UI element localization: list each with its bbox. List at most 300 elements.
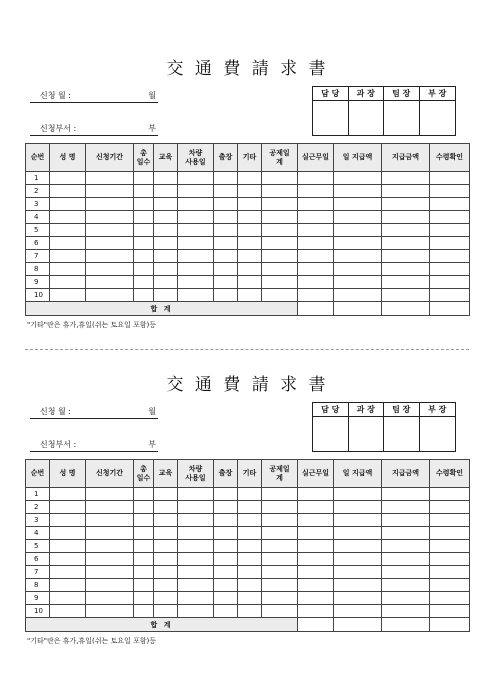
entry-cell[interactable] bbox=[134, 250, 154, 263]
entry-cell[interactable] bbox=[154, 501, 178, 514]
form-bottom bbox=[0, 316, 495, 646]
entry-cell[interactable] bbox=[334, 185, 382, 198]
entry-cell[interactable] bbox=[86, 605, 134, 618]
entry-cell[interactable] bbox=[298, 276, 334, 289]
entry-cell[interactable] bbox=[214, 172, 238, 185]
entry-cell[interactable] bbox=[86, 198, 134, 211]
column-header: 총 일수 bbox=[134, 144, 154, 172]
entry-cell[interactable] bbox=[298, 198, 334, 211]
entry-cell[interactable] bbox=[214, 527, 238, 540]
entry-cell[interactable] bbox=[334, 302, 382, 316]
entry-cell[interactable] bbox=[214, 501, 238, 514]
entry-cell[interactable] bbox=[262, 592, 298, 605]
department-label: 신청부서 : bbox=[40, 440, 77, 449]
entry-cell[interactable] bbox=[334, 592, 382, 605]
column-header: 지급금액 bbox=[382, 144, 430, 172]
entry-cell[interactable] bbox=[50, 540, 86, 553]
entry-cell[interactable] bbox=[50, 185, 86, 198]
entry-cell[interactable] bbox=[382, 263, 430, 276]
approval-sign-box[interactable] bbox=[384, 101, 420, 135]
approval-sign-box[interactable] bbox=[349, 417, 385, 451]
entry-cell[interactable] bbox=[154, 185, 178, 198]
apply-month-unit: 월 bbox=[148, 91, 156, 100]
entry-cell[interactable] bbox=[134, 501, 154, 514]
entry-cell[interactable] bbox=[50, 527, 86, 540]
entry-cell[interactable] bbox=[214, 579, 238, 592]
department-field[interactable] bbox=[30, 437, 158, 452]
entry-cell[interactable] bbox=[154, 198, 178, 211]
entry-cell[interactable] bbox=[382, 237, 430, 250]
entry-cell[interactable] bbox=[134, 566, 154, 579]
approval-header: 과 장 bbox=[349, 87, 385, 101]
entry-cell[interactable] bbox=[298, 540, 334, 553]
column-header: 일 지급액 bbox=[334, 144, 382, 172]
entry-cell[interactable] bbox=[334, 566, 382, 579]
entry-cell[interactable] bbox=[238, 289, 262, 302]
column-header: 수령확인 bbox=[430, 144, 470, 172]
entry-cell[interactable] bbox=[134, 514, 154, 527]
entry-cell[interactable] bbox=[50, 605, 86, 618]
entry-cell[interactable] bbox=[86, 501, 134, 514]
entry-cell[interactable] bbox=[238, 501, 262, 514]
expense-table bbox=[25, 459, 470, 632]
entry-cell[interactable] bbox=[154, 592, 178, 605]
entry-cell[interactable] bbox=[430, 263, 470, 276]
entry-cell[interactable] bbox=[178, 592, 214, 605]
entry-cell[interactable] bbox=[214, 540, 238, 553]
entry-cell[interactable] bbox=[214, 263, 238, 276]
entry-cell[interactable] bbox=[178, 224, 214, 237]
entry-cell[interactable] bbox=[134, 198, 154, 211]
entry-cell[interactable] bbox=[178, 605, 214, 618]
entry-cell[interactable] bbox=[134, 579, 154, 592]
entry-cell[interactable] bbox=[178, 276, 214, 289]
entry-cell[interactable] bbox=[262, 250, 298, 263]
entry-cell[interactable] bbox=[154, 224, 178, 237]
entry-cell[interactable] bbox=[382, 211, 430, 224]
table-row bbox=[26, 237, 470, 250]
entry-cell[interactable] bbox=[334, 579, 382, 592]
entry-cell[interactable] bbox=[262, 198, 298, 211]
total-label: 합 계 bbox=[26, 302, 298, 316]
entry-cell[interactable] bbox=[382, 185, 430, 198]
entry-cell[interactable] bbox=[238, 172, 262, 185]
table-row bbox=[26, 172, 470, 185]
entry-cell[interactable] bbox=[382, 618, 430, 632]
entry-cell[interactable] bbox=[298, 605, 334, 618]
entry-cell[interactable] bbox=[238, 276, 262, 289]
entry-cell[interactable] bbox=[382, 250, 430, 263]
entry-cell[interactable] bbox=[262, 224, 298, 237]
entry-cell[interactable] bbox=[50, 514, 86, 527]
entry-cell[interactable] bbox=[382, 605, 430, 618]
entry-cell[interactable] bbox=[86, 540, 134, 553]
entry-cell[interactable] bbox=[334, 276, 382, 289]
entry-cell[interactable] bbox=[238, 579, 262, 592]
entry-cell[interactable] bbox=[154, 566, 178, 579]
entry-cell[interactable] bbox=[214, 211, 238, 224]
apply-month-field[interactable] bbox=[30, 88, 158, 103]
entry-cell[interactable] bbox=[298, 250, 334, 263]
entry-cell[interactable] bbox=[430, 302, 470, 316]
entry-cell[interactable] bbox=[298, 185, 334, 198]
approval-sign-box[interactable] bbox=[313, 417, 349, 451]
entry-cell[interactable] bbox=[134, 527, 154, 540]
entry-cell[interactable] bbox=[154, 263, 178, 276]
total-label: 합 계 bbox=[26, 618, 298, 632]
entry-cell[interactable] bbox=[430, 540, 470, 553]
entry-cell[interactable] bbox=[430, 618, 470, 632]
entry-cell[interactable] bbox=[178, 211, 214, 224]
entry-cell[interactable] bbox=[214, 592, 238, 605]
entry-cell[interactable] bbox=[262, 501, 298, 514]
entry-cell[interactable] bbox=[238, 211, 262, 224]
entry-cell[interactable] bbox=[382, 540, 430, 553]
expense-table bbox=[25, 143, 470, 316]
entry-cell[interactable] bbox=[154, 237, 178, 250]
entry-cell[interactable] bbox=[262, 185, 298, 198]
entry-cell[interactable] bbox=[214, 224, 238, 237]
row-number: 7 bbox=[26, 250, 50, 263]
entry-cell[interactable] bbox=[298, 553, 334, 566]
entry-cell[interactable] bbox=[50, 211, 86, 224]
table-row bbox=[26, 224, 470, 237]
entry-cell[interactable] bbox=[86, 211, 134, 224]
entry-cell[interactable] bbox=[214, 514, 238, 527]
entry-cell[interactable] bbox=[430, 224, 470, 237]
entry-cell[interactable] bbox=[178, 566, 214, 579]
entry-cell[interactable] bbox=[214, 276, 238, 289]
department-field[interactable] bbox=[30, 121, 158, 136]
entry-cell[interactable] bbox=[334, 263, 382, 276]
entry-cell[interactable] bbox=[50, 237, 86, 250]
entry-cell[interactable] bbox=[262, 276, 298, 289]
entry-cell[interactable] bbox=[238, 592, 262, 605]
entry-cell[interactable] bbox=[214, 488, 238, 501]
entry-cell[interactable] bbox=[86, 185, 134, 198]
entry-cell[interactable] bbox=[178, 527, 214, 540]
entry-cell[interactable] bbox=[178, 579, 214, 592]
entry-cell[interactable] bbox=[154, 527, 178, 540]
entry-cell[interactable] bbox=[430, 289, 470, 302]
entry-cell[interactable] bbox=[382, 289, 430, 302]
row-number: 1 bbox=[26, 488, 50, 501]
entry-cell[interactable] bbox=[86, 224, 134, 237]
entry-cell[interactable] bbox=[238, 263, 262, 276]
entry-cell[interactable] bbox=[50, 198, 86, 211]
entry-cell[interactable] bbox=[154, 553, 178, 566]
entry-cell[interactable] bbox=[50, 579, 86, 592]
entry-cell[interactable] bbox=[334, 501, 382, 514]
column-header: 공제일 계 bbox=[262, 144, 298, 172]
entry-cell[interactable] bbox=[178, 250, 214, 263]
entry-cell[interactable] bbox=[86, 566, 134, 579]
entry-cell[interactable] bbox=[86, 553, 134, 566]
approval-sign-box[interactable] bbox=[420, 101, 456, 135]
entry-cell[interactable] bbox=[262, 579, 298, 592]
entry-cell[interactable] bbox=[382, 224, 430, 237]
entry-cell[interactable] bbox=[298, 566, 334, 579]
entry-cell[interactable] bbox=[298, 302, 334, 316]
entry-cell[interactable] bbox=[382, 553, 430, 566]
row-number: 6 bbox=[26, 553, 50, 566]
entry-cell[interactable] bbox=[334, 540, 382, 553]
entry-cell[interactable] bbox=[50, 263, 86, 276]
entry-cell[interactable] bbox=[262, 172, 298, 185]
entry-cell[interactable] bbox=[262, 605, 298, 618]
entry-cell[interactable] bbox=[50, 250, 86, 263]
entry-cell[interactable] bbox=[298, 289, 334, 302]
entry-cell[interactable] bbox=[178, 172, 214, 185]
entry-cell[interactable] bbox=[214, 185, 238, 198]
entry-cell[interactable] bbox=[298, 514, 334, 527]
entry-cell[interactable] bbox=[334, 488, 382, 501]
entry-cell[interactable] bbox=[134, 172, 154, 185]
entry-cell[interactable] bbox=[298, 618, 334, 632]
entry-cell[interactable] bbox=[334, 618, 382, 632]
entry-cell[interactable] bbox=[298, 501, 334, 514]
entry-cell[interactable] bbox=[334, 172, 382, 185]
entry-cell[interactable] bbox=[298, 579, 334, 592]
entry-cell[interactable] bbox=[134, 276, 154, 289]
entry-cell[interactable] bbox=[262, 237, 298, 250]
approval-sign-box[interactable] bbox=[384, 417, 420, 451]
entry-cell[interactable] bbox=[178, 514, 214, 527]
entry-cell[interactable] bbox=[382, 566, 430, 579]
entry-cell[interactable] bbox=[298, 592, 334, 605]
entry-cell[interactable] bbox=[86, 172, 134, 185]
column-header: 기타 bbox=[238, 144, 262, 172]
entry-cell[interactable] bbox=[382, 592, 430, 605]
entry-cell[interactable] bbox=[262, 540, 298, 553]
entry-cell[interactable] bbox=[50, 224, 86, 237]
entry-cell[interactable] bbox=[430, 501, 470, 514]
entry-cell[interactable] bbox=[134, 289, 154, 302]
entry-cell[interactable] bbox=[154, 540, 178, 553]
entry-cell[interactable] bbox=[50, 553, 86, 566]
entry-cell[interactable] bbox=[134, 237, 154, 250]
approval-header: 부 장 bbox=[420, 403, 456, 417]
entry-cell[interactable] bbox=[154, 488, 178, 501]
entry-cell[interactable] bbox=[334, 289, 382, 302]
entry-cell[interactable] bbox=[214, 605, 238, 618]
approval-header: 팀 장 bbox=[384, 87, 420, 101]
entry-cell[interactable] bbox=[134, 605, 154, 618]
entry-cell[interactable] bbox=[382, 579, 430, 592]
entry-cell[interactable] bbox=[238, 224, 262, 237]
entry-cell[interactable] bbox=[262, 488, 298, 501]
row-number: 2 bbox=[26, 185, 50, 198]
entry-cell[interactable] bbox=[50, 289, 86, 302]
entry-cell[interactable] bbox=[238, 566, 262, 579]
entry-cell[interactable] bbox=[298, 211, 334, 224]
entry-cell[interactable] bbox=[50, 488, 86, 501]
entry-cell[interactable] bbox=[430, 566, 470, 579]
entry-cell[interactable] bbox=[214, 553, 238, 566]
entry-cell[interactable] bbox=[334, 553, 382, 566]
entry-cell[interactable] bbox=[134, 488, 154, 501]
department-unit: 부 bbox=[148, 124, 156, 133]
entry-cell[interactable] bbox=[430, 237, 470, 250]
entry-cell[interactable] bbox=[86, 237, 134, 250]
entry-cell[interactable] bbox=[86, 488, 134, 501]
entry-cell[interactable] bbox=[298, 488, 334, 501]
table-row bbox=[26, 501, 470, 514]
entry-cell[interactable] bbox=[262, 527, 298, 540]
entry-cell[interactable] bbox=[262, 289, 298, 302]
entry-cell[interactable] bbox=[382, 488, 430, 501]
row-number: 10 bbox=[26, 289, 50, 302]
approval-sign-box[interactable] bbox=[349, 101, 385, 135]
entry-cell[interactable] bbox=[154, 211, 178, 224]
apply-month-label: 신청 월 : bbox=[40, 91, 71, 100]
entry-cell[interactable] bbox=[134, 592, 154, 605]
entry-cell[interactable] bbox=[86, 514, 134, 527]
entry-cell[interactable] bbox=[298, 172, 334, 185]
entry-cell[interactable] bbox=[178, 540, 214, 553]
table-row bbox=[26, 553, 470, 566]
entry-cell[interactable] bbox=[298, 527, 334, 540]
entry-cell[interactable] bbox=[430, 211, 470, 224]
entry-cell[interactable] bbox=[134, 185, 154, 198]
entry-cell[interactable] bbox=[50, 501, 86, 514]
entry-cell[interactable] bbox=[430, 276, 470, 289]
entry-cell[interactable] bbox=[238, 514, 262, 527]
entry-cell[interactable] bbox=[214, 566, 238, 579]
entry-cell[interactable] bbox=[86, 527, 134, 540]
entry-cell[interactable] bbox=[430, 579, 470, 592]
entry-cell[interactable] bbox=[154, 289, 178, 302]
entry-cell[interactable] bbox=[298, 224, 334, 237]
entry-cell[interactable] bbox=[238, 185, 262, 198]
entry-cell[interactable] bbox=[214, 289, 238, 302]
entry-cell[interactable] bbox=[382, 501, 430, 514]
entry-cell[interactable] bbox=[334, 527, 382, 540]
entry-cell[interactable] bbox=[334, 514, 382, 527]
entry-cell[interactable] bbox=[430, 514, 470, 527]
entry-cell[interactable] bbox=[178, 198, 214, 211]
entry-cell[interactable] bbox=[86, 263, 134, 276]
entry-cell[interactable] bbox=[238, 553, 262, 566]
entry-cell[interactable] bbox=[430, 250, 470, 263]
entry-cell[interactable] bbox=[430, 185, 470, 198]
entry-cell[interactable] bbox=[86, 592, 134, 605]
entry-cell[interactable] bbox=[238, 488, 262, 501]
entry-cell[interactable] bbox=[334, 198, 382, 211]
entry-cell[interactable] bbox=[50, 566, 86, 579]
row-number: 4 bbox=[26, 527, 50, 540]
approval-sign-box[interactable] bbox=[420, 417, 456, 451]
approval-box bbox=[312, 86, 456, 136]
entry-cell[interactable] bbox=[430, 198, 470, 211]
entry-cell[interactable] bbox=[214, 237, 238, 250]
entry-cell[interactable] bbox=[238, 605, 262, 618]
entry-cell[interactable] bbox=[262, 211, 298, 224]
entry-cell[interactable] bbox=[86, 579, 134, 592]
entry-cell[interactable] bbox=[86, 276, 134, 289]
entry-cell[interactable] bbox=[134, 211, 154, 224]
entry-cell[interactable] bbox=[382, 198, 430, 211]
entry-cell[interactable] bbox=[154, 250, 178, 263]
entry-cell[interactable] bbox=[262, 553, 298, 566]
entry-cell[interactable] bbox=[334, 605, 382, 618]
row-number: 5 bbox=[26, 540, 50, 553]
entry-cell[interactable] bbox=[238, 527, 262, 540]
entry-cell[interactable] bbox=[154, 172, 178, 185]
entry-cell[interactable] bbox=[430, 527, 470, 540]
entry-cell[interactable] bbox=[86, 289, 134, 302]
entry-cell[interactable] bbox=[238, 237, 262, 250]
entry-cell[interactable] bbox=[178, 263, 214, 276]
column-header: 실근무일 bbox=[298, 144, 334, 172]
entry-cell[interactable] bbox=[134, 224, 154, 237]
entry-cell[interactable] bbox=[430, 172, 470, 185]
approval-sign-box[interactable] bbox=[313, 101, 349, 135]
form-title: 交 通 費 請 求 書 bbox=[166, 59, 329, 79]
entry-cell[interactable] bbox=[50, 592, 86, 605]
entry-cell[interactable] bbox=[178, 185, 214, 198]
entry-cell[interactable] bbox=[134, 263, 154, 276]
entry-cell[interactable] bbox=[382, 527, 430, 540]
entry-cell[interactable] bbox=[134, 553, 154, 566]
entry-cell[interactable] bbox=[382, 276, 430, 289]
entry-cell[interactable] bbox=[334, 211, 382, 224]
entry-cell[interactable] bbox=[382, 302, 430, 316]
entry-cell[interactable] bbox=[262, 566, 298, 579]
entry-cell[interactable] bbox=[334, 237, 382, 250]
apply-month-field[interactable] bbox=[30, 404, 158, 419]
entry-cell[interactable] bbox=[86, 250, 134, 263]
entry-cell[interactable] bbox=[262, 514, 298, 527]
entry-cell[interactable] bbox=[50, 276, 86, 289]
entry-cell[interactable] bbox=[134, 540, 154, 553]
entry-cell[interactable] bbox=[430, 553, 470, 566]
column-header: 총 일수 bbox=[134, 460, 154, 488]
entry-cell[interactable] bbox=[214, 198, 238, 211]
apply-month-label: 신청 월 : bbox=[40, 407, 71, 416]
entry-cell[interactable] bbox=[238, 540, 262, 553]
entry-cell[interactable] bbox=[238, 198, 262, 211]
entry-cell[interactable] bbox=[430, 605, 470, 618]
entry-cell[interactable] bbox=[382, 514, 430, 527]
entry-cell[interactable] bbox=[214, 250, 238, 263]
entry-cell[interactable] bbox=[154, 514, 178, 527]
entry-cell[interactable] bbox=[430, 488, 470, 501]
form-top bbox=[0, 0, 495, 330]
entry-cell[interactable] bbox=[334, 250, 382, 263]
table-row bbox=[26, 566, 470, 579]
entry-cell[interactable] bbox=[238, 250, 262, 263]
entry-cell[interactable] bbox=[154, 579, 178, 592]
approval-header: 부 장 bbox=[420, 87, 456, 101]
entry-cell[interactable] bbox=[178, 237, 214, 250]
entry-cell[interactable] bbox=[50, 172, 86, 185]
entry-cell[interactable] bbox=[334, 224, 382, 237]
entry-cell[interactable] bbox=[298, 237, 334, 250]
column-header: 실근무일 bbox=[298, 460, 334, 488]
entry-cell[interactable] bbox=[178, 501, 214, 514]
entry-cell[interactable] bbox=[154, 605, 178, 618]
entry-cell[interactable] bbox=[382, 172, 430, 185]
entry-cell[interactable] bbox=[178, 289, 214, 302]
entry-cell[interactable] bbox=[178, 488, 214, 501]
entry-cell[interactable] bbox=[178, 553, 214, 566]
entry-cell[interactable] bbox=[298, 263, 334, 276]
entry-cell[interactable] bbox=[430, 592, 470, 605]
entry-cell[interactable] bbox=[154, 276, 178, 289]
footnote: "기타"란은 휴가,휴일(쉬는 토요일 포함)등 bbox=[27, 321, 156, 329]
entry-cell[interactable] bbox=[262, 263, 298, 276]
